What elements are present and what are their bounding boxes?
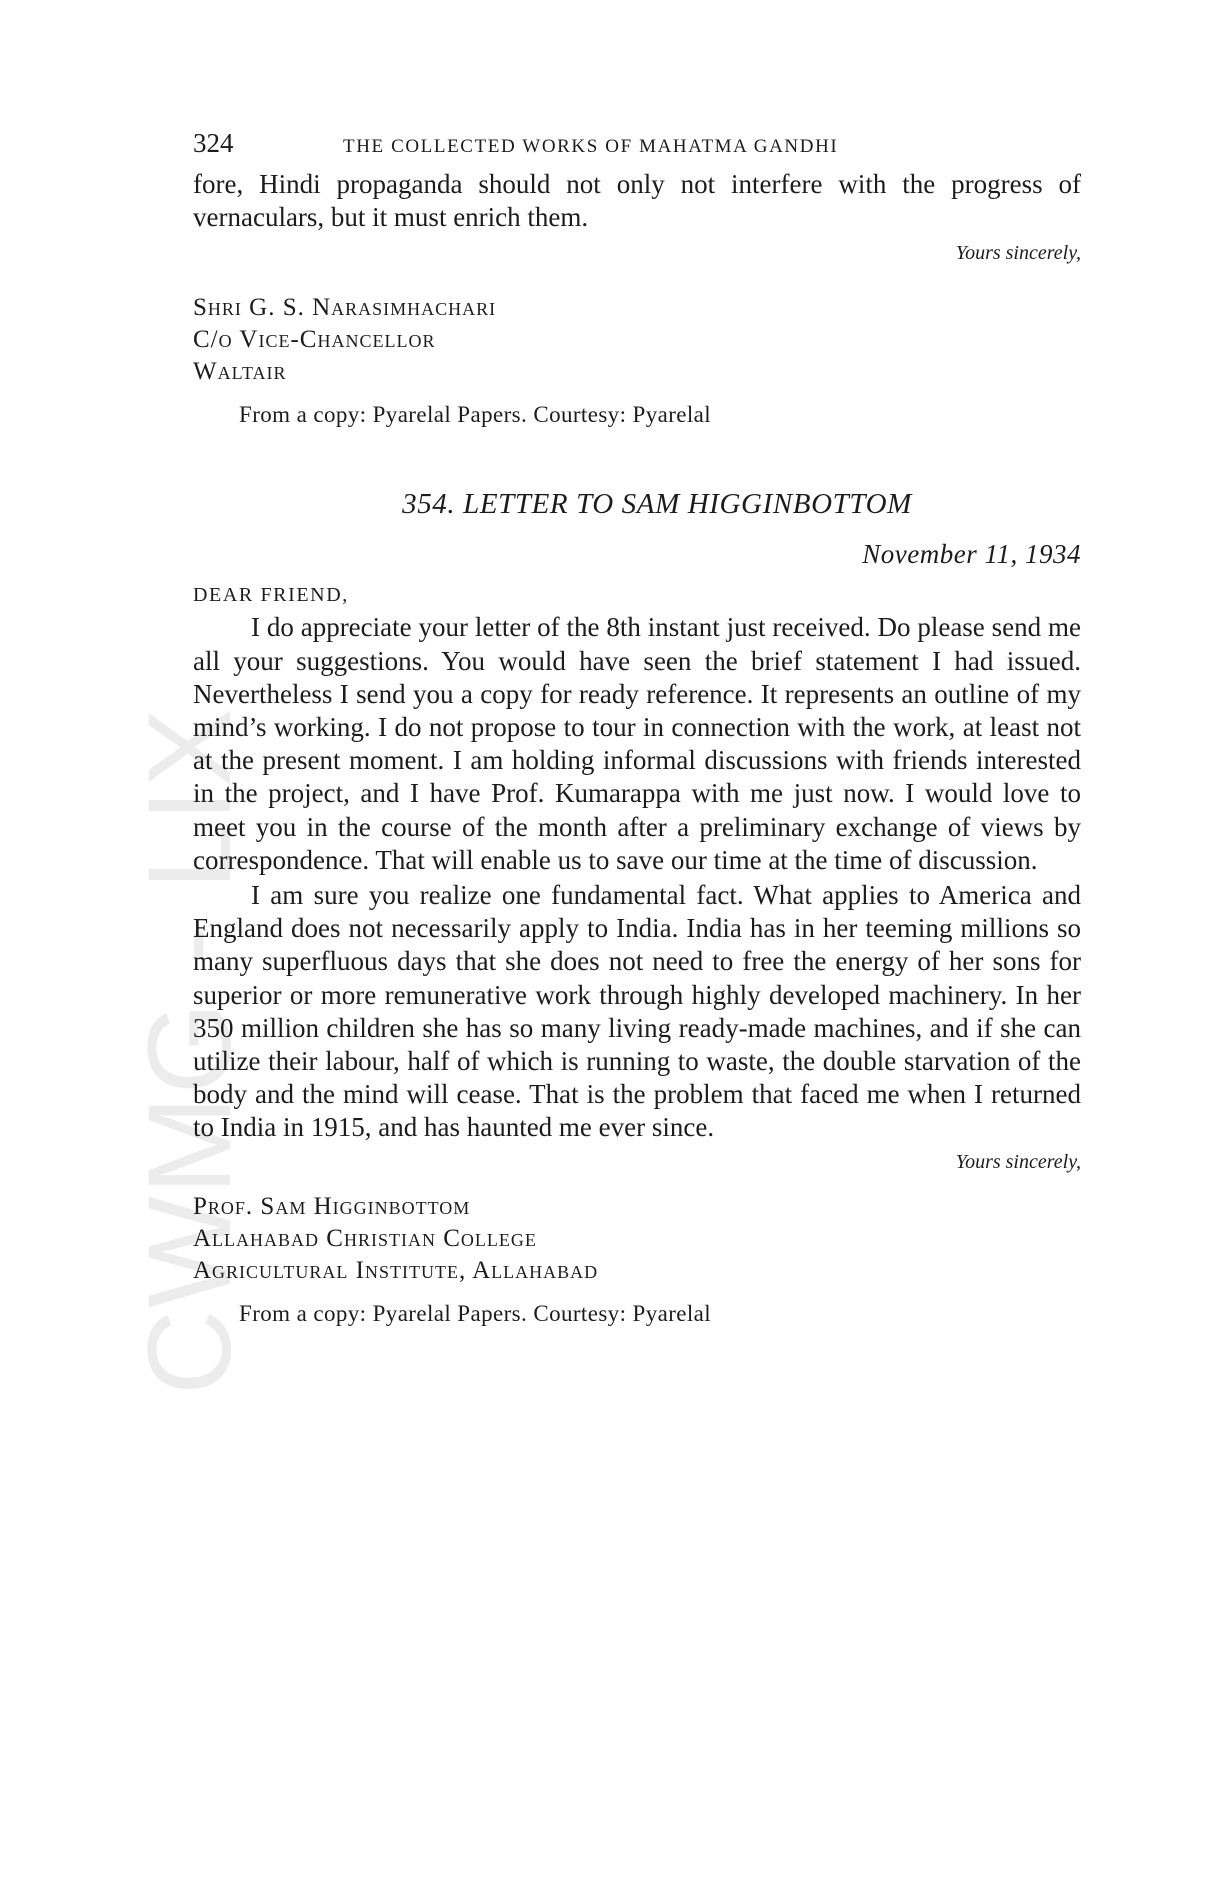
address-line: C/o Vice-Chancellor: [193, 326, 436, 354]
running-head-title: THE COLLECTED WORKS OF MAHATMA GANDHI: [343, 136, 839, 157]
address-line: Allahabad Christian College: [193, 1224, 537, 1252]
page-number: 324: [193, 128, 234, 158]
running-head: [193, 128, 1081, 168]
letter2-source: From a copy: Pyarelal Papers. Courtesy: Pyarelal: [239, 1300, 712, 1326]
address-line: Agricultural Institute, Allahabad: [193, 1256, 599, 1284]
watermark: CWMG - LIX: [124, 706, 256, 1395]
section-heading: 354. LETTER TO SAM HIGGINBOTTOM: [402, 488, 912, 521]
page-content: [193, 128, 1081, 1329]
letter2-address: [193, 1191, 1081, 1287]
address-line: Shri G. S. Narasimhachari: [193, 294, 497, 322]
salutation: DEAR FRIEND,: [193, 584, 349, 607]
address-line: Prof. Sam Higginbottom: [193, 1192, 471, 1220]
letter1-closing: Yours sincerely,: [955, 242, 1081, 265]
letter1-source: From a copy: Pyarelal Papers. Courtesy: Pyarelal: [239, 402, 712, 428]
body-paragraph: I am sure you realize one fundamental fact. What applies to America and England does not necessarily apply to India. India has in her teeming millions so many superfluous days that she does not need to free the energy of her sons for superior or more remunerative work through highly developed machinery. In her 350 million children she has so many living ready-made machines, and if she can utilize their labour, half of which is running to waste, the double starvation of the body and the mind will cease. That is the problem that faced me when I returned to India in 1915, and has haunted me ever since.: [193, 880, 1081, 1143]
body-paragraph: I do appreciate your letter of the 8th instant just received. Do please send me all your suggestions. You would have seen the brief statement I had issued. Nevertheless I send you a copy for ready reference. It represents an outline of my mind’s working. I do not propose to tour in connection with the work, at least not at the present moment. I am holding informal discussions with friends interested in the project, and I have Prof. Kumarappa with me just now. I would love to meet you in the course of the month after a preliminary exchange of views by correspondence. That will enable us to save our time at the time of discussion.: [193, 612, 1081, 875]
letter2-closing: Yours sincerely,: [955, 1150, 1081, 1173]
letter-date: November 11, 1934: [862, 539, 1081, 570]
address-line: Waltair: [193, 358, 287, 386]
letter1-address: [193, 292, 1081, 388]
letter1-continuation: fore, Hindi propaganda should not only not interfere with the progress of vernaculars, but it must enrich them.: [193, 169, 1081, 233]
